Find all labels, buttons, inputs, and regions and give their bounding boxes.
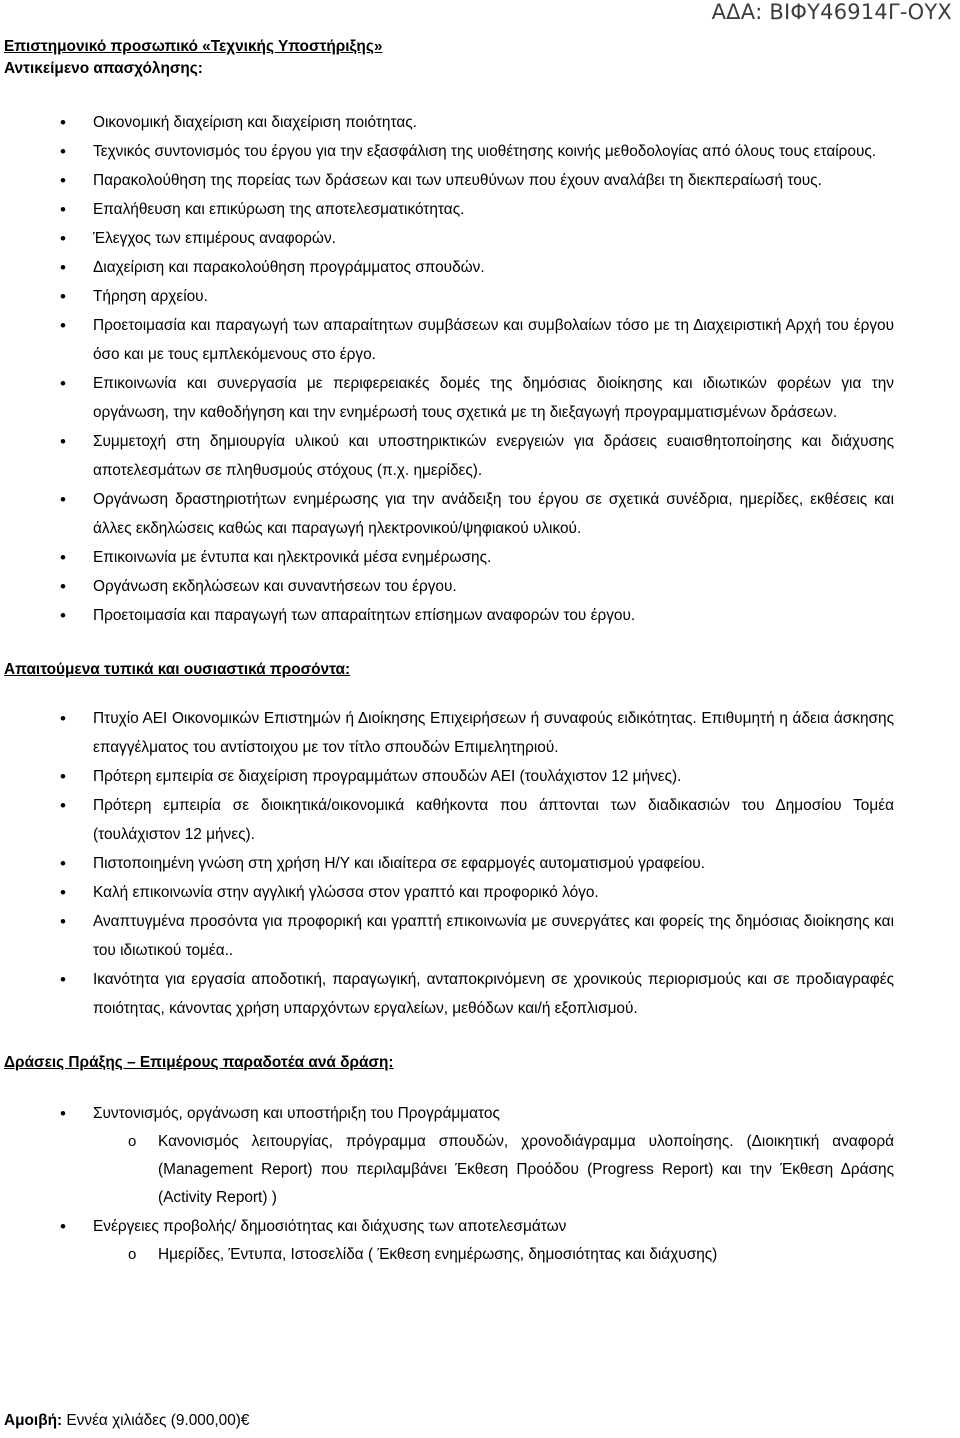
list-item xyxy=(4,1212,894,1269)
list-item: • Οικονομική διαχείριση και διαχείριση ποιότητας. xyxy=(4,108,894,137)
list-item: • Προετοιμασία και παραγωγή των απαραίτητων συμβάσεων και συμβολαίων τόσο με τη Διαχειριστική Αρχή του έργου όσο και με τους εμπλεκόμενους στο έργο. xyxy=(4,311,894,369)
list-item: • Έλεγχος των επιμέρους αναφορών. xyxy=(4,224,894,253)
sub-list xyxy=(93,1241,894,1269)
list-item: • Επικοινωνία με έντυπα και ηλεκτρονικά μέσα ενημέρωσης. xyxy=(4,543,894,572)
fee-value: Εννέα χιλιάδες (9.000,00)€ xyxy=(62,1412,250,1429)
sub-list xyxy=(93,1128,894,1212)
section2-list xyxy=(4,704,894,1023)
sub-list-item: o Κανονισμός λειτουργίας, πρόγραμμα σπουδών, χρονοδιάγραμμα υλοποίησης. (Διοικητική αναφορά (Management Report) που περιλαμβάνει Έκθεση Προόδου (Progress Report) και την Έκθεση Δράσης (Activity Report) ) xyxy=(4,1128,894,1212)
list-item: • Πτυχίο ΑΕΙ Οικονομικών Επιστημών ή Διοίκησης Επιχειρήσεων ή συναφούς ειδικότητας. Επιθυμητή η άδεια άσκησης επαγγέλματος του αντίστοιχου με τον τίτλο σπουδών Επιμελητηριού. xyxy=(4,704,894,762)
list-item: • Αναπτυγμένα προσόντα για προφορική και γραπτή επικοινωνία με συνεργάτες και φορείς της δημόσιας διοίκησης και του ιδιωτικού τομέα.. xyxy=(4,907,894,965)
list-item: • Τεχνικός συντονισμός του έργου για την εξασφάλιση της υιοθέτησης κοινής μεθοδολογίας από όλους τους εταίρους. xyxy=(4,137,894,166)
list-item-text: Ενέργειες προβολής/ δημοσιότητας και διάχυσης των αποτελεσμάτων xyxy=(93,1218,567,1235)
section1-list xyxy=(4,108,894,630)
list-item: • Τήρηση αρχείου. xyxy=(4,282,894,311)
list-item: • Οργάνωση δραστηριοτήτων ενημέρωσης για την ανάδειξη του έργου σε σχετικά συνέδρια, ημερίδες, εκθέσεις και άλλες εκδηλώσεις καθώς και παραγωγή ηλεκτρονικού/ψηφιακού υλικού. xyxy=(4,485,894,543)
list-item: • Πιστοποιημένη γνώση στη χρήση Η/Υ και ιδιαίτερα σε εφαρμογές αυτοματισμού γραφείου. xyxy=(4,849,894,878)
section3-list xyxy=(4,1099,894,1269)
list-item: • Συμμετοχή στη δημιουργία υλικού και υποστηρικτικών ενεργειών για δράσεις ευαισθητοποίησης και διάχυσης αποτελεσμάτων σε πληθυσμούς στόχους (π.χ. ημερίδες). xyxy=(4,427,894,485)
section1-title: Επιστημονικό προσωπικό «Τεχνικής Υποστήριξης» xyxy=(4,38,383,55)
list-item: • Παρακολούθηση της πορείας των δράσεων και των υπευθύνων που έχουν αναλάβει τη διεκπεραίωσή τους. xyxy=(4,166,894,195)
sub-list-item: o Ημερίδες, Έντυπα, Ιστοσελίδα ( Έκθεση ενημέρωσης, δημοσιότητας και διάχυσης) xyxy=(4,1241,894,1269)
list-item xyxy=(4,1099,894,1212)
ada-code: ΑΔΑ: ΒΙΦΥ46914Γ-ΟΥΧ xyxy=(711,0,952,24)
list-item: • Πρότερη εμπειρία σε διοικητικά/οικονομικά καθήκοντα που άπτονται των διαδικασιών του Δημοσίου Τομέα (τουλάχιστον 12 μήνες). xyxy=(4,791,894,849)
list-item: • Επικοινωνία και συνεργασία με περιφερειακές δομές της δημόσιας διοίκησης και ιδιωτικών φορέων για την οργάνωση, την καθοδήγηση και την ενημέρωσή τους σχετικά με τη διεξαγωγή προγραμματισμένων δράσεων. xyxy=(4,369,894,427)
section3-title: Δράσεις Πράξης – Επιμέρους παραδοτέα ανά δράση: xyxy=(4,1054,394,1071)
fee-label: Αμοιβή: xyxy=(4,1412,63,1429)
list-item: • Επαλήθευση και επικύρωση της αποτελεσματικότητας. xyxy=(4,195,894,224)
list-item: • Καλή επικοινωνία στην αγγλική γλώσσα στον γραπτό και προφορικό λόγο. xyxy=(4,878,894,907)
list-item: • Διαχείριση και παρακολούθηση προγράμματος σπουδών. xyxy=(4,253,894,282)
list-item: • Ικανότητα για εργασία αποδοτική, παραγωγική, ανταποκρινόμενη σε χρονικούς περιορισμούς και σε προδιαγραφές ποιότητας, κάνοντας χρήση υπαρχόντων εργαλείων, μεθόδων και/ή εξοπλισμού. xyxy=(4,965,894,1023)
section2-title: Απαιτούμενα τυπικά και ουσιαστικά προσόντα: xyxy=(4,661,351,678)
section1-subtitle: Αντικείμενο απασχόλησης: xyxy=(4,60,203,77)
fee-line xyxy=(4,1410,249,1432)
list-item: • Πρότερη εμπειρία σε διαχείριση προγραμμάτων σπουδών ΑΕΙ (τουλάχιστον 12 μήνες). xyxy=(4,762,894,791)
document-page xyxy=(4,36,894,1269)
list-item-text: Συντονισμός, οργάνωση και υποστήριξη του Προγράμματος xyxy=(93,1105,500,1122)
list-item: • Οργάνωση εκδηλώσεων και συναντήσεων του έργου. xyxy=(4,572,894,601)
list-item: • Προετοιμασία και παραγωγή των απαραίτητων επίσημων αναφορών του έργου. xyxy=(4,601,894,630)
